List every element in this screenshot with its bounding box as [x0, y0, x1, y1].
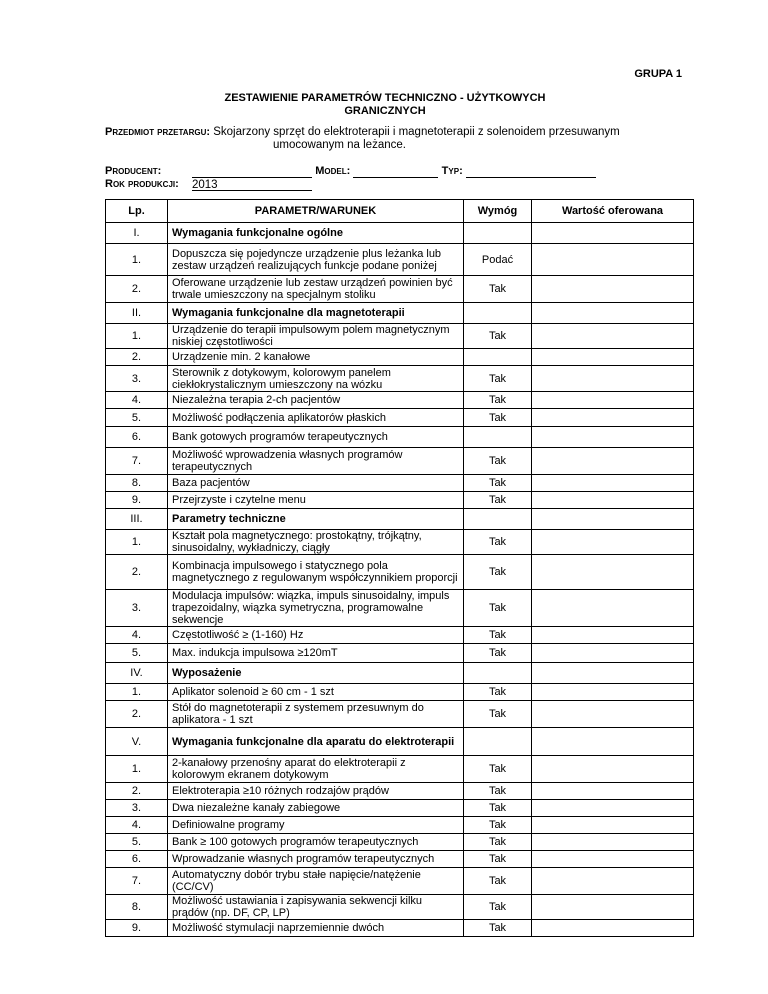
requirement-cell [464, 509, 532, 530]
lp-cell: 7. [106, 868, 168, 895]
requirement-cell: Tak [464, 276, 532, 303]
table-row [106, 555, 694, 590]
model-label: Model: [315, 165, 351, 177]
param-cell: Wymagania funkcjonalne ogólne [168, 223, 464, 244]
table-row [106, 530, 694, 555]
param-cell: Urządzenie min. 2 kanałowe [168, 349, 464, 366]
lp-cell: 6. [106, 427, 168, 448]
offered-value-cell[interactable] [532, 644, 694, 663]
param-cell: Modulacja impulsów: wiązka, impuls sinusoidalny, impuls trapezoidalny, wiązka symetryczna, programowalne sekwencje [168, 590, 464, 627]
param-cell: Możliwość stymulacji naprzemiennie dwóch [168, 920, 464, 937]
section-row [106, 728, 694, 756]
subject-section [105, 126, 665, 152]
param-cell: Parametry techniczne [168, 509, 464, 530]
requirement-cell: Tak [464, 684, 532, 701]
table-row [106, 475, 694, 492]
param-cell: Max. indukcja impulsowa ≥120mT [168, 644, 464, 663]
lp-cell: 2. [106, 349, 168, 366]
requirement-cell [464, 663, 532, 684]
lp-cell: 8. [106, 475, 168, 492]
table-row [106, 868, 694, 895]
producent-field[interactable] [192, 166, 312, 178]
offered-value-cell[interactable] [532, 663, 694, 684]
offered-value-cell[interactable] [532, 366, 694, 392]
table-row [106, 349, 694, 366]
lp-cell: 2. [106, 783, 168, 800]
requirement-cell [464, 427, 532, 448]
model-field[interactable] [353, 166, 438, 178]
lp-cell: 1. [106, 244, 168, 276]
param-cell: Dopuszcza się pojedyncze urządzenie plus leżanka lub zestaw urządzeń realizujących funkcje podane poniżej [168, 244, 464, 276]
requirement-cell: Tak [464, 392, 532, 409]
requirement-cell: Tak [464, 448, 532, 475]
table-row [106, 448, 694, 475]
requirement-cell: Tak [464, 920, 532, 937]
offered-value-cell[interactable] [532, 817, 694, 834]
requirement-cell: Tak [464, 492, 532, 509]
param-cell: Częstotliwość ≥ (1-160) Hz [168, 627, 464, 644]
param-cell: Automatyczny dobór trybu stałe napięcie/natężenie (CC/CV) [168, 868, 464, 895]
param-cell: Przejrzyste i czytelne menu [168, 492, 464, 509]
lp-cell: IV. [106, 663, 168, 684]
table-body [106, 223, 694, 937]
table-row [106, 851, 694, 868]
offered-value-cell[interactable] [532, 303, 694, 324]
requirement-cell: Tak [464, 555, 532, 590]
lp-cell: 2. [106, 701, 168, 728]
offered-value-cell[interactable] [532, 475, 694, 492]
section-row [106, 509, 694, 530]
table-row [106, 783, 694, 800]
subject-label: Przedmiot przetargu: [105, 126, 211, 138]
lp-cell: 5. [106, 644, 168, 663]
param-cell: Bank ≥ 100 gotowych programów terapeutycznych [168, 834, 464, 851]
requirement-cell: Tak [464, 817, 532, 834]
requirement-cell [464, 303, 532, 324]
param-cell: Aplikator solenoid ≥ 60 cm - 1 szt [168, 684, 464, 701]
table-row [106, 366, 694, 392]
param-cell: Możliwość podłączenia aplikatorów płaskich [168, 409, 464, 427]
param-cell: Dwa niezależne kanały zabiegowe [168, 800, 464, 817]
lp-cell: 6. [106, 851, 168, 868]
group-label: GRUPA 1 [634, 68, 682, 80]
offered-value-cell[interactable] [532, 324, 694, 349]
table-row [106, 492, 694, 509]
table-row [106, 427, 694, 448]
header-req: Wymóg [464, 200, 532, 223]
lp-cell: 1. [106, 324, 168, 349]
param-cell: Kształt pola magnetycznego: prostokątny, trójkątny, sinusoidalny, wykładniczy, ciągły [168, 530, 464, 555]
table-row [106, 590, 694, 627]
typ-label: Typ: [441, 165, 463, 177]
offered-value-cell[interactable] [532, 276, 694, 303]
requirement-cell: Tak [464, 644, 532, 663]
rok-label: Rok produkcji: [105, 178, 179, 190]
table-row [106, 276, 694, 303]
section-row [106, 303, 694, 324]
section-row [106, 223, 694, 244]
param-cell: Wprowadzanie własnych programów terapeutycznych [168, 851, 464, 868]
lp-cell: 1. [106, 530, 168, 555]
document-title [150, 92, 620, 118]
offered-value-cell[interactable] [532, 684, 694, 701]
lp-cell: 2. [106, 276, 168, 303]
lp-cell: 9. [106, 492, 168, 509]
offered-value-cell[interactable] [532, 728, 694, 756]
header-param: PARAMETR/WARUNEK [168, 200, 464, 223]
lp-cell: 3. [106, 366, 168, 392]
table-row [106, 834, 694, 851]
lp-cell: 5. [106, 834, 168, 851]
param-cell: Sterownik z dotykowym, kolorowym panelem ciekłokrystalicznym umieszczony na wózku [168, 366, 464, 392]
lp-cell: 9. [106, 920, 168, 937]
lp-cell: 3. [106, 800, 168, 817]
param-cell: Niezależna terapia 2-ch pacjentów [168, 392, 464, 409]
offered-value-cell[interactable] [532, 427, 694, 448]
offered-value-cell[interactable] [532, 530, 694, 555]
lp-cell: 2. [106, 555, 168, 590]
lp-cell: 1. [106, 756, 168, 783]
offered-value-cell[interactable] [532, 920, 694, 937]
param-cell: 2-kanałowy przenośny aparat do elektroterapii z kolorowym ekranem dotykowym [168, 756, 464, 783]
table-row [106, 324, 694, 349]
offered-value-cell[interactable] [532, 590, 694, 627]
parameters-table [105, 199, 694, 937]
offered-value-cell[interactable] [532, 349, 694, 366]
offered-value-cell[interactable] [532, 800, 694, 817]
lp-cell: II. [106, 303, 168, 324]
lp-cell: 7. [106, 448, 168, 475]
param-cell: Elektroterapia ≥10 różnych rodzajów prądów [168, 783, 464, 800]
param-cell: Wyposażenie [168, 663, 464, 684]
offered-value-cell[interactable] [532, 895, 694, 920]
rok-field[interactable]: 2013 [192, 179, 312, 191]
requirement-cell [464, 349, 532, 366]
lp-cell: 8. [106, 895, 168, 920]
param-cell: Oferowane urządzenie lub zestaw urządzeń powinien być trwale umieszczony na specjalnym stoliku [168, 276, 464, 303]
subject-text-1: Skojarzony sprzęt do elektroterapii i magnetoterapii z solenoidem przesuwanym [213, 126, 620, 138]
requirement-cell: Tak [464, 701, 532, 728]
lp-cell: 1. [106, 684, 168, 701]
lp-cell: I. [106, 223, 168, 244]
table-row [106, 392, 694, 409]
param-cell: Urządzenie do terapii impulsowym polem magnetycznym niskiej częstotliwości [168, 324, 464, 349]
requirement-cell: Tak [464, 783, 532, 800]
requirement-cell [464, 728, 532, 756]
header-offer: Wartość oferowana [532, 200, 694, 223]
offered-value-cell[interactable] [532, 868, 694, 895]
table-row [106, 244, 694, 276]
title-line-2: GRANICZNYCH [344, 105, 426, 117]
param-cell: Definiowalne programy [168, 817, 464, 834]
header-lp: Lp. [106, 200, 168, 223]
lp-cell: 4. [106, 392, 168, 409]
requirement-cell [464, 223, 532, 244]
table-row [106, 920, 694, 937]
table-row [106, 627, 694, 644]
table-header-row [106, 200, 694, 223]
param-cell: Możliwość ustawiania i zapisywania sekwencji kilku prądów (np. DF, CP, LP) [168, 895, 464, 920]
param-cell: Kombinacja impulsowego i statycznego pola magnetycznego z regulowanym współczynnikiem proporcji [168, 555, 464, 590]
table-row [106, 817, 694, 834]
table-row [106, 800, 694, 817]
param-cell: Wymagania funkcjonalne dla magnetoterapii [168, 303, 464, 324]
typ-field[interactable] [466, 166, 596, 178]
offered-value-cell[interactable] [532, 223, 694, 244]
param-cell: Bank gotowych programów terapeutycznych [168, 427, 464, 448]
offered-value-cell[interactable] [532, 756, 694, 783]
param-cell: Stół do magnetoterapii z systemem przesuwnym do aplikatora - 1 szt [168, 701, 464, 728]
subject-text-2: umocowanym na leżance. [273, 139, 406, 151]
offered-value-cell[interactable] [532, 392, 694, 409]
requirement-cell: Tak [464, 851, 532, 868]
requirement-cell: Tak [464, 800, 532, 817]
requirement-cell: Tak [464, 590, 532, 627]
requirement-cell: Tak [464, 409, 532, 427]
lp-cell: 4. [106, 627, 168, 644]
lp-cell: V. [106, 728, 168, 756]
table-row [106, 644, 694, 663]
offered-value-cell[interactable] [532, 448, 694, 475]
requirement-cell: Tak [464, 834, 532, 851]
offered-value-cell[interactable] [532, 509, 694, 530]
offered-value-cell[interactable] [532, 627, 694, 644]
lp-cell: 3. [106, 590, 168, 627]
offered-value-cell[interactable] [532, 851, 694, 868]
table-row [106, 756, 694, 783]
offered-value-cell[interactable] [532, 555, 694, 590]
requirement-cell: Tak [464, 868, 532, 895]
requirement-cell: Tak [464, 627, 532, 644]
table-row [106, 409, 694, 427]
offered-value-cell[interactable] [532, 783, 694, 800]
table-row [106, 701, 694, 728]
producent-label: Producent: [105, 165, 162, 177]
requirement-cell: Tak [464, 756, 532, 783]
param-cell: Baza pacjentów [168, 475, 464, 492]
param-cell: Możliwość wprowadzenia własnych programów terapeutycznych [168, 448, 464, 475]
requirement-cell: Tak [464, 475, 532, 492]
offered-value-cell[interactable] [532, 834, 694, 851]
requirement-cell: Tak [464, 895, 532, 920]
param-cell: Wymagania funkcjonalne dla aparatu do elektroterapii [168, 728, 464, 756]
offered-value-cell[interactable] [532, 409, 694, 427]
requirement-cell: Tak [464, 324, 532, 349]
lp-cell: 5. [106, 409, 168, 427]
requirement-cell: Podać [464, 244, 532, 276]
table-row [106, 895, 694, 920]
section-row [106, 663, 694, 684]
requirement-cell: Tak [464, 366, 532, 392]
table-row [106, 684, 694, 701]
offered-value-cell[interactable] [532, 244, 694, 276]
lp-cell: 4. [106, 817, 168, 834]
offered-value-cell[interactable] [532, 701, 694, 728]
producer-section [105, 165, 596, 191]
title-line-1: ZESTAWIENIE PARAMETRÓW TECHNICZNO - UŻYTKOWYCH [224, 92, 546, 104]
offered-value-cell[interactable] [532, 492, 694, 509]
lp-cell: III. [106, 509, 168, 530]
requirement-cell: Tak [464, 530, 532, 555]
